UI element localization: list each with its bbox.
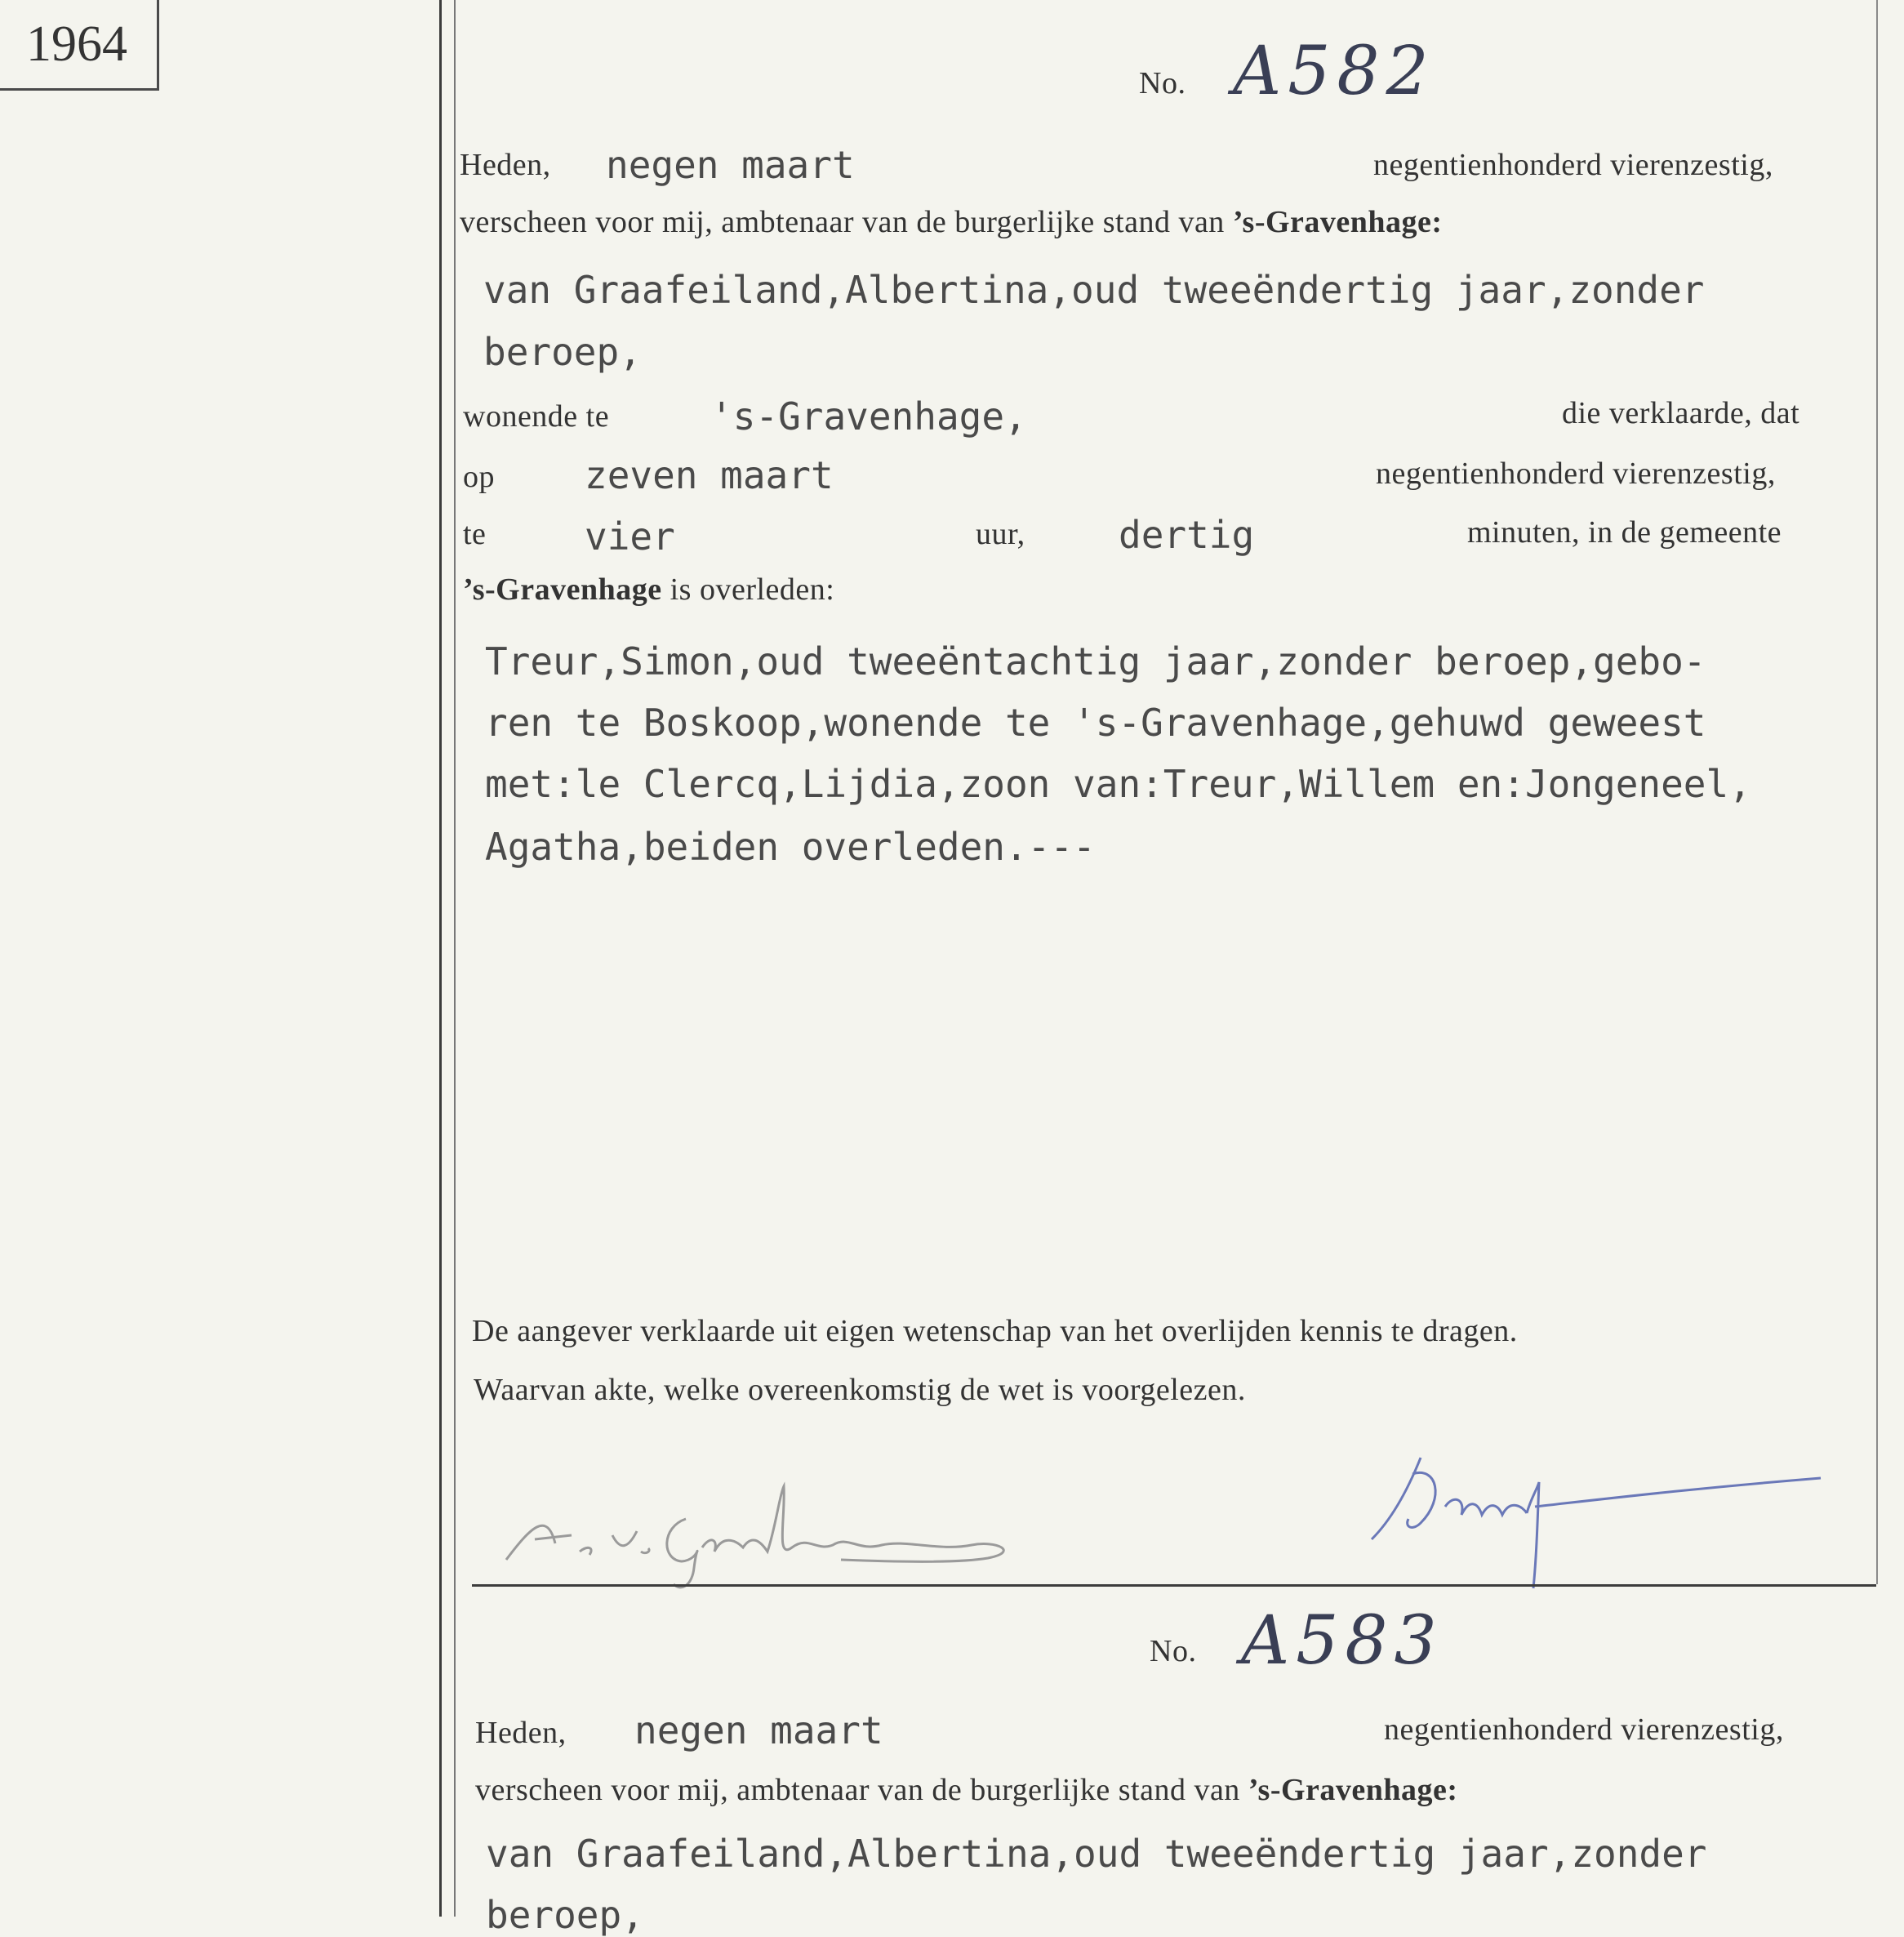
record1-op-label: op	[463, 460, 495, 494]
record2-no-label: No.	[1150, 1634, 1197, 1668]
record2-date: negen maart	[634, 1708, 883, 1752]
record2-verscheen	[475, 1772, 1458, 1808]
record1-date: negen maart	[606, 143, 855, 187]
year-box: 1964	[0, 0, 159, 91]
record1-overleden	[463, 572, 834, 608]
record1-hour: vier	[585, 514, 675, 559]
record1-verscheen	[460, 204, 1443, 240]
record2-declarant-line2: beroep,	[486, 1893, 644, 1937]
record2-number: A583	[1241, 1602, 1444, 1680]
record2-verscheen-text: verscheen voor mij, ambtenaar van de burgerlijke stand van	[475, 1773, 1248, 1807]
record1-year: negentienhonderd vierenzestig,	[1373, 148, 1773, 182]
record1-te-label: te	[463, 517, 487, 551]
record1-verklaarde-label: die verklaarde, dat	[1562, 396, 1800, 430]
record1-deceased-line4: Agatha,beiden overleden.---	[485, 825, 1096, 869]
record1-aangever-text: De aangever verklaarde uit eigen wetenschap van het overlijden kennis te dragen.	[472, 1314, 1518, 1348]
record1-deceased-line3: met:le Clercq,Lijdia,zoon van:Treur,Willem en:Jongeneel,	[485, 762, 1751, 806]
record1-number: A582	[1233, 33, 1435, 110]
record2-year: negentienhonderd vierenzestig,	[1384, 1712, 1784, 1747]
record1-waarvan-text: Waarvan akte, welke overeenkomstig de wet is voorgelezen.	[474, 1373, 1246, 1407]
record1-deceased-line1: Treur,Simon,oud tweeëntachtig jaar,zonder beroep,gebo-	[485, 639, 1706, 684]
record1-death-year: negentienhonderd vierenzestig,	[1376, 456, 1776, 491]
record1-declarant-line2: beroep,	[483, 330, 642, 374]
record1-minuten-label: minuten, in de gemeente	[1467, 515, 1782, 550]
record1-minutes: dertig	[1119, 513, 1255, 557]
record-separator	[472, 1584, 1876, 1587]
record1-deceased-line2: ren te Boskoop,wonende te 's-Gravenhage,gehuwd geweest	[485, 701, 1706, 745]
margin-line-inner	[454, 0, 456, 1917]
record2-heden-label: Heden,	[475, 1716, 567, 1750]
record1-heden-label: Heden,	[460, 148, 551, 182]
record1-wonende-label: wonende te	[463, 399, 610, 434]
record1-verscheen-city: ’s-Gravenhage:	[1232, 205, 1443, 239]
official-signature	[1363, 1449, 1829, 1596]
record1-no-label: No.	[1139, 66, 1186, 100]
record2-declarant-line1: van Graafeiland,Albertina,oud tweeëndertig jaar,zonder	[486, 1832, 1707, 1876]
record1-overleden-city: ’s-Gravenhage	[463, 572, 662, 607]
right-edge-line	[1876, 0, 1878, 1584]
record1-uur-label: uur,	[976, 517, 1025, 551]
record1-death-date: zeven maart	[585, 453, 834, 497]
margin-line-outer	[439, 0, 442, 1917]
record1-verscheen-text: verscheen voor mij, ambtenaar van de burgerlijke stand van	[460, 205, 1233, 239]
declarant-signature	[498, 1470, 1053, 1592]
record1-declarant-line1: van Graafeiland,Albertina,oud tweeëndertig jaar,zonder	[483, 268, 1705, 312]
record1-overleden-text: is overleden:	[661, 572, 835, 607]
record2-verscheen-city: ’s-Gravenhage:	[1248, 1773, 1458, 1807]
record1-wonende: 's-Gravenhage,	[710, 394, 1027, 439]
